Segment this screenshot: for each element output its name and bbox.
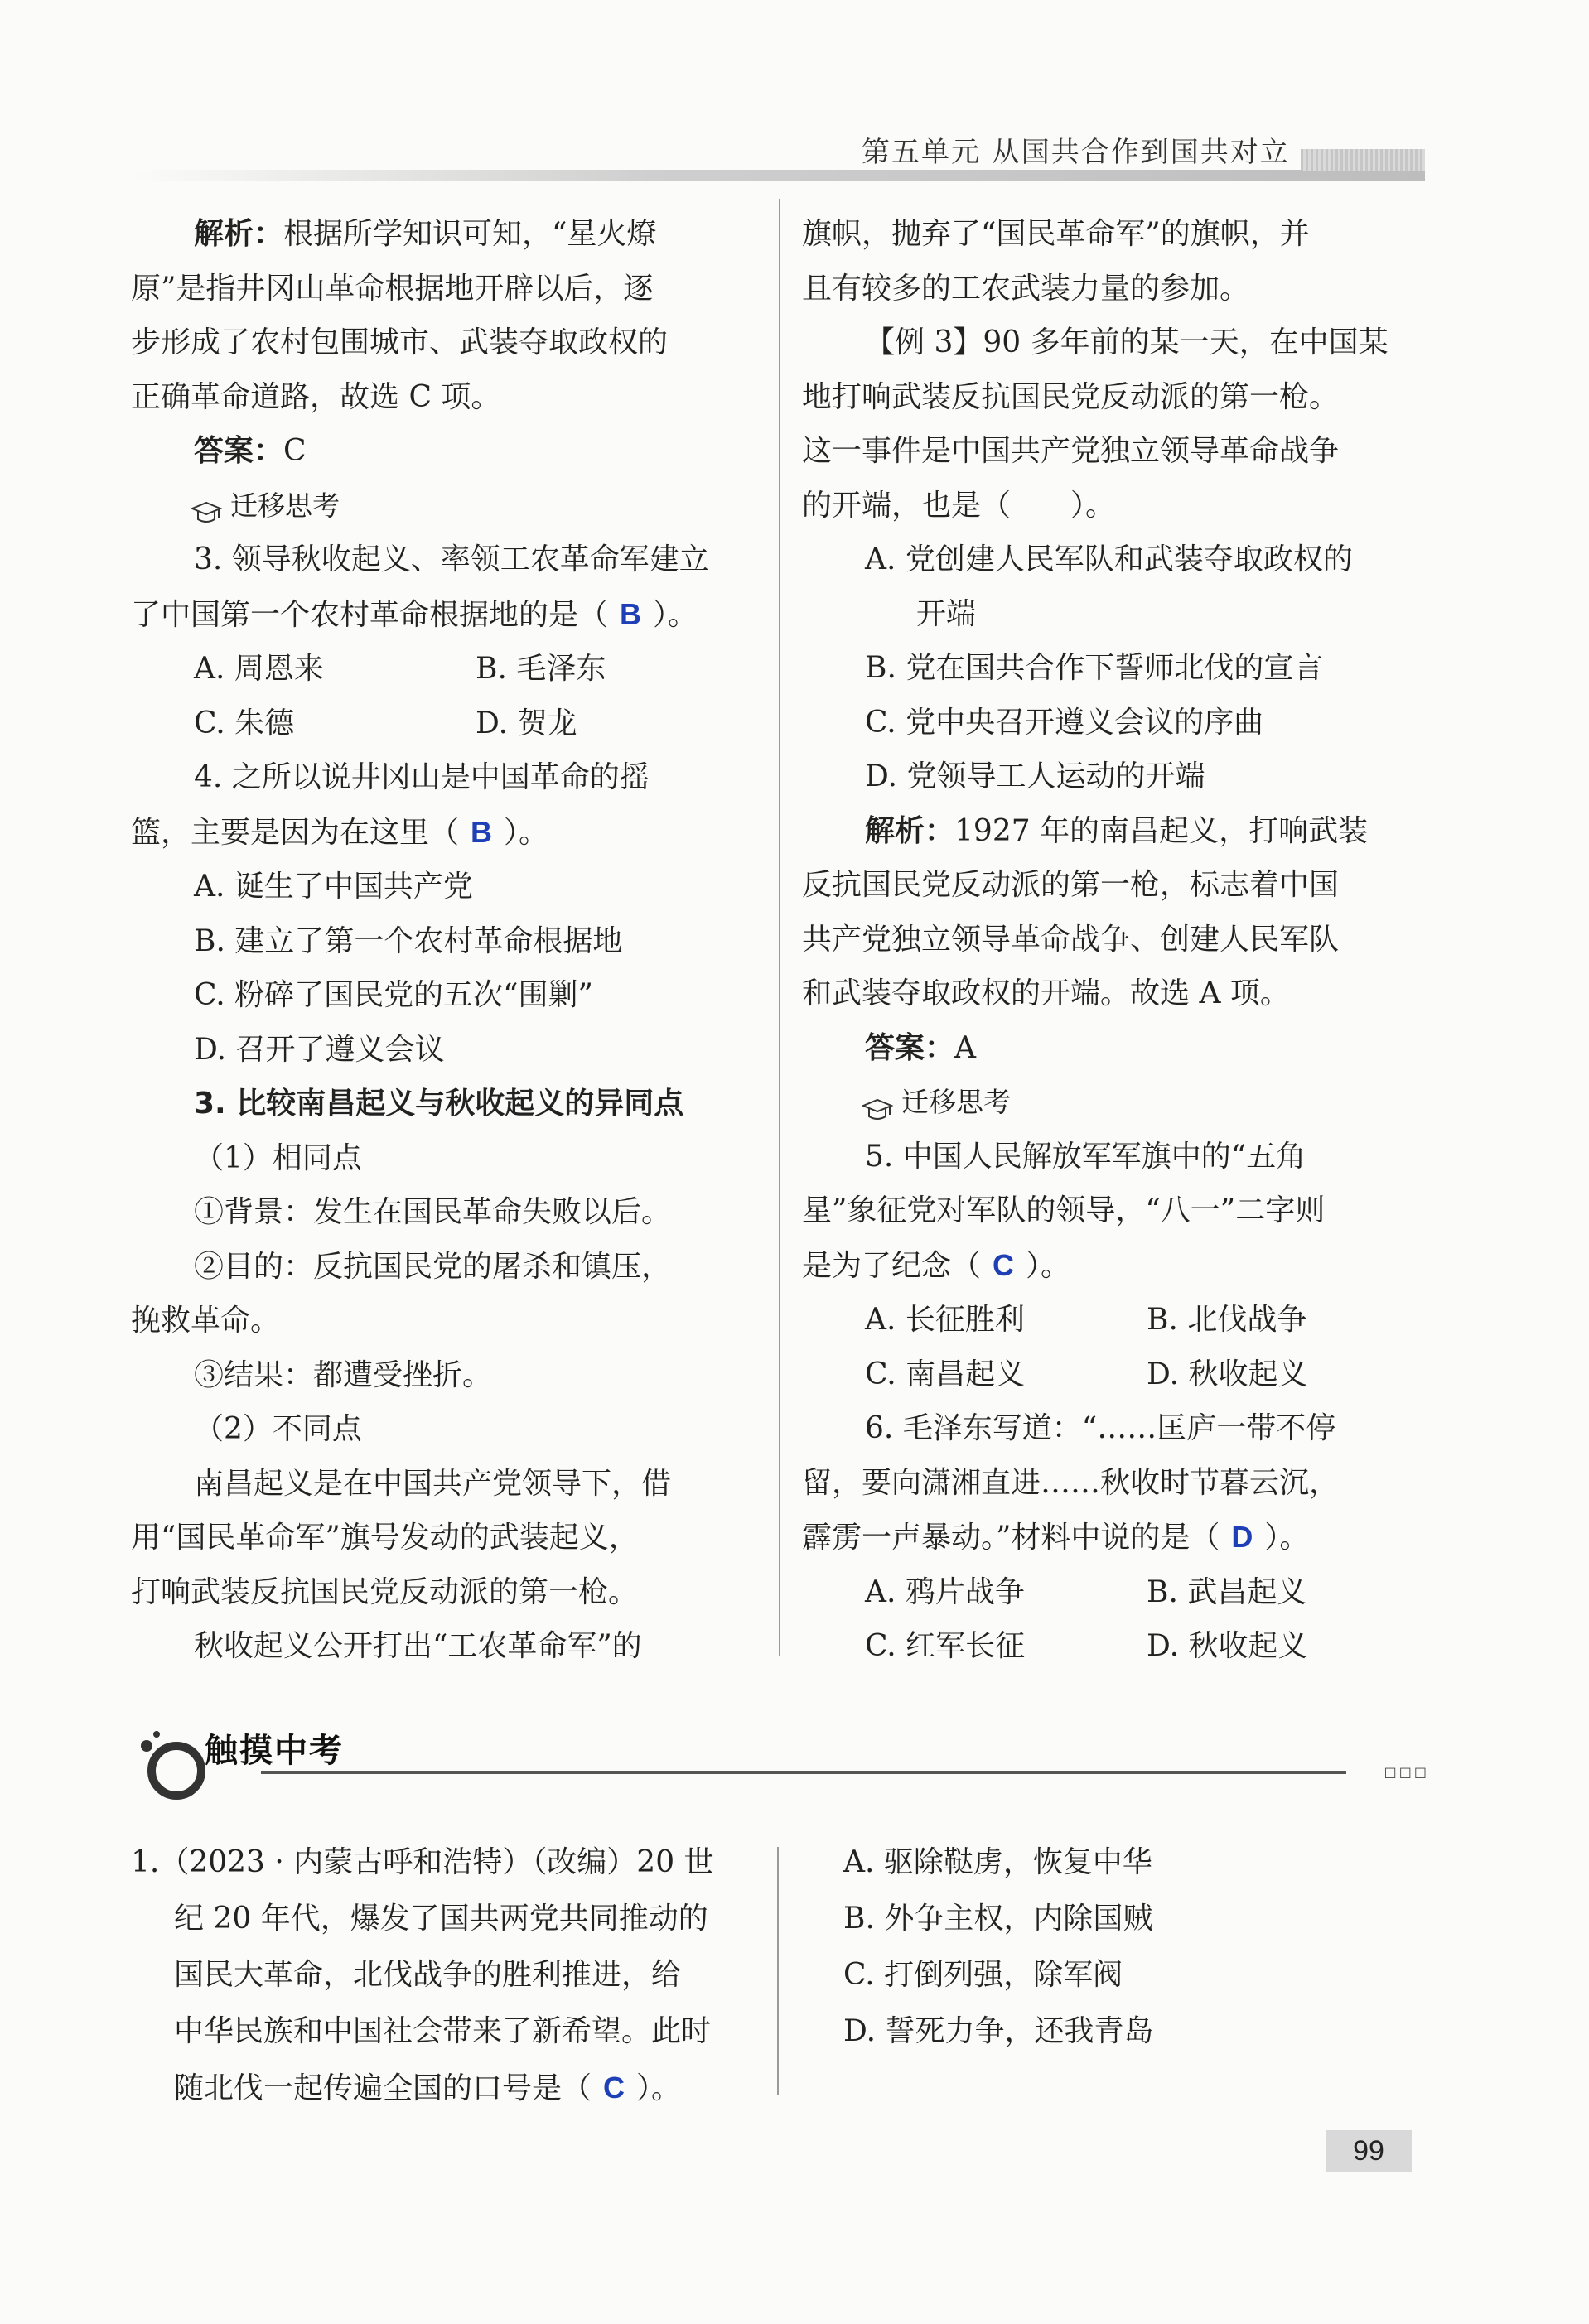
- question-6: 6. 毛泽东写道：“……匡庐一带不停: [865, 1411, 1336, 1445]
- column-divider: [777, 1847, 779, 2095]
- question-6-line: 霹雳一声暴动。”材料中说的是（ D ）。: [802, 1520, 1310, 1555]
- compare-line: 用“国民革命军”旗号发动的武装起义，: [131, 1521, 639, 1555]
- exam-question: [131, 1835, 744, 2117]
- exam-line: 1.（2023 · 内蒙古呼和浩特）（改编）20 世: [131, 1845, 714, 1879]
- compare-line: 南昌起义是在中国共产党领导下，借: [194, 1466, 672, 1501]
- option: A. 诞生了中国共产党: [194, 870, 473, 904]
- compare-same: （1）相同点: [194, 1140, 362, 1175]
- think-heading: 迁移思考: [802, 1075, 1423, 1130]
- section-divider: [261, 1771, 1346, 1774]
- compare-line: 且有较多的工农武装力量的参加。: [802, 271, 1250, 306]
- option: D. 党领导工人运动的开端: [865, 759, 1205, 793]
- option: D. 召开了遵义会议: [194, 1032, 445, 1067]
- example-3-line: 这一事件是中国共产党独立领导革命战争: [802, 434, 1340, 468]
- options-row: C. 南昌起义 D. 秋收起义: [865, 1357, 1308, 1391]
- compare-line: 旗帜，抛弃了“国民革命军”的旗帜，并: [802, 217, 1310, 251]
- question-4: 4. 之所以说井冈山是中国革命的摇: [194, 760, 650, 794]
- option: 开端: [916, 596, 977, 631]
- section-squares: □□□: [1384, 1764, 1429, 1780]
- answer-mark: B: [620, 596, 642, 631]
- analysis-line: 原”是指井冈山革命根据地开辟以后，逐: [131, 271, 654, 306]
- answer-mark: D: [1231, 1520, 1253, 1554]
- option: B. 外争主权，内除国贼: [843, 1902, 1153, 1936]
- page-number: 99: [1326, 2130, 1412, 2172]
- analysis-line: 共产党独立领导革命战争、创建人民军队: [802, 922, 1340, 957]
- example-3: 【例 3】90 多年前的某一天，在中国某: [865, 325, 1389, 359]
- exam-line: 中华民族和中国社会带来了新希望。此时: [174, 2014, 712, 2048]
- analysis-line: 步形成了农村包围城市、武装夺取政权的: [131, 325, 669, 359]
- analysis-line: 解析：1927 年的南昌起义，打响武装: [865, 813, 1369, 848]
- option: D. 誓死力争，还我青岛: [843, 2014, 1154, 2048]
- option: B. 建立了第一个农村革命根据地: [194, 923, 623, 958]
- option: A. 驱除鞑虏，恢复中华: [843, 1845, 1152, 1879]
- options-row: C. 红军长征 D. 秋收起义: [865, 1629, 1308, 1663]
- example-3-line: 的开端，也是（ ）。: [802, 488, 1116, 523]
- compare-line: 打响武装反抗国民党反动派的第一枪。: [131, 1574, 639, 1609]
- question-3-line2: 了中国第一个农村革命根据地的是（ B ）。: [131, 596, 698, 632]
- analysis-line: 反抗国民党反动派的第一枪，标志着中国: [802, 868, 1340, 902]
- answer-mark: B: [471, 814, 493, 849]
- graduation-cap-icon: [862, 1088, 893, 1116]
- left-column: [131, 207, 744, 1674]
- compare-line: 挽救革命。: [131, 1304, 281, 1338]
- option: B. 党在国共合作下誓师北伐的宣言: [865, 651, 1324, 685]
- analysis-line: 和武装夺取政权的开端。故选 A 项。: [802, 976, 1290, 1010]
- section-title: 触摸中考: [205, 1732, 344, 1770]
- option: A. 党创建人民军队和武装夺取政权的: [865, 542, 1353, 576]
- answer-mark: C: [603, 2071, 625, 2105]
- example-3-line: 地打响武装反抗国民党反动派的第一枪。: [802, 379, 1340, 414]
- question-5-line: 星”象征党对军队的领导，“八一”二字则: [802, 1193, 1326, 1227]
- answer-line: 答案：C: [194, 434, 307, 468]
- options-row: A. 周恩来 B. 毛泽东: [194, 652, 606, 686]
- unit-title: 第五单元 从国共合作到国共对立: [862, 136, 1290, 169]
- header-decoration-block: [1301, 149, 1425, 171]
- compare-heading: 3. 比较南昌起义与秋收起义的异同点: [194, 1087, 684, 1121]
- right-column: [802, 207, 1423, 1674]
- compare-diff: （2）不同点: [194, 1412, 362, 1446]
- options-row: A. 长征胜利 B. 北伐战争: [865, 1303, 1307, 1337]
- option: C. 打倒列强，除军阀: [843, 1958, 1123, 1992]
- question-5-line: 是为了纪念（ C ）。: [802, 1247, 1071, 1283]
- option: C. 党中央召开遵义会议的序曲: [865, 705, 1264, 740]
- question-4-line2: 篮，主要是因为在这里（ B ）。: [131, 814, 549, 850]
- exam-line: 随北伐一起传遍全国的口号是（ C ）。: [174, 2071, 682, 2105]
- compare-line: 秋收起义公开打出“工农革命军”的: [194, 1629, 642, 1663]
- question-5: 5. 中国人民解放军军旗中的“五角: [865, 1139, 1306, 1174]
- answer-line: 答案：A: [865, 1030, 977, 1065]
- analysis-line: 解析：根据所学知识可知，“星火燎: [194, 217, 657, 251]
- compare-line: ③结果：都遭受挫折。: [194, 1357, 493, 1392]
- question-3: 3. 领导秋收起义、率领工农革命军建立: [194, 542, 709, 576]
- compare-line: ②目的：反抗国民党的屠杀和镇压，: [194, 1249, 672, 1284]
- options-row: C. 朱德 D. 贺龙: [194, 706, 577, 740]
- graduation-cap-icon: [191, 491, 222, 519]
- option: C. 粉碎了国民党的五次“围剿”: [194, 978, 593, 1012]
- answer-mark: C: [993, 1247, 1015, 1282]
- exam-line: 纪 20 年代，爆发了国共两党共同推动的: [174, 1902, 708, 1936]
- header-decoration: [133, 170, 1425, 181]
- exam-options: [843, 1835, 1423, 2060]
- section-header: [128, 1714, 1429, 1806]
- column-divider: [779, 199, 780, 1656]
- think-heading: 迁移思考: [131, 479, 744, 533]
- question-6-line: 留，要向潇湘直进……秋收时节暮云沉，: [802, 1465, 1340, 1500]
- compare-line: ①背景：发生在国民革命失败以后。: [194, 1195, 672, 1229]
- options-row: A. 鸦片战争 B. 武昌起义: [865, 1574, 1307, 1609]
- exam-line: 国民大革命，北伐战争的胜利推进，给: [174, 1958, 682, 1992]
- analysis-line: 正确革命道路，故选 C 项。: [131, 379, 501, 414]
